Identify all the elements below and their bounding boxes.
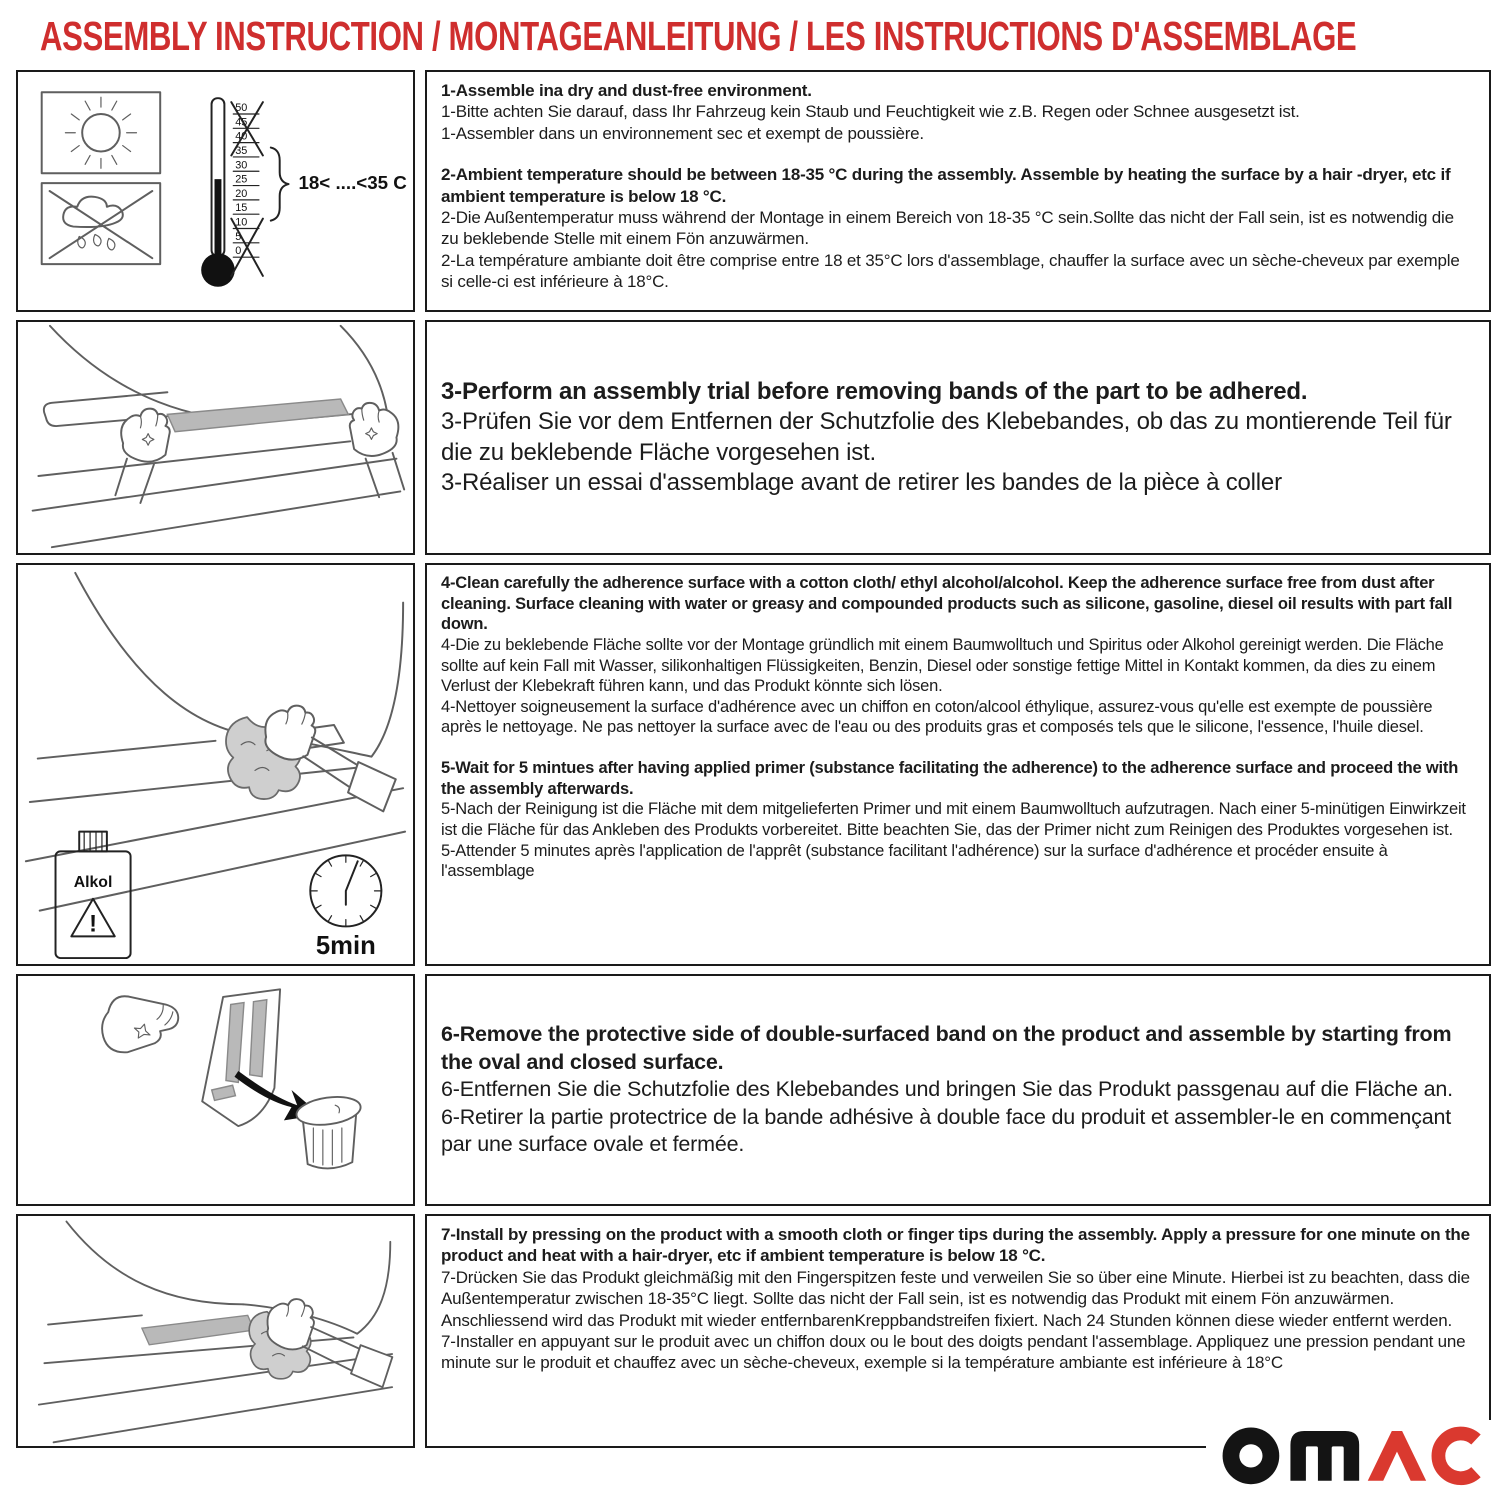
- sun-icon: [42, 92, 161, 173]
- instruction-paragraph: 5-Wait for 5 mintues after having applied primer (substance facilitating the adherence) to the adherence surface and proceed the with the assembly afterwards.: [441, 759, 1459, 798]
- temperature-conditions-icon: [18, 72, 413, 310]
- sleeve-cuff: [350, 1344, 394, 1388]
- instruction-text-2: [425, 320, 1491, 555]
- car-door-line: [66, 1222, 243, 1305]
- instruction-paragraph: 6-Retirer la partie protectrice de la bande adhésive à double face du produit et assembler-le en commençant par une surface ovale et fermée.: [441, 1104, 1451, 1157]
- wait-time-label: 5min: [315, 932, 376, 961]
- instruction-text-4: [425, 974, 1491, 1206]
- instruction-text-5: [425, 1214, 1491, 1448]
- logo-letter-c: [1438, 1434, 1476, 1479]
- svg-text:0: 0: [235, 245, 242, 258]
- instruction-paragraph: 4-Die zu beklebende Fläche sollte vor der Montage gründlich mit einem Baumwolltuch und Spiritus oder Alkohol gereinigt werden. Die Fläche sollte auf kein Fall mit Wasser, silikonhaltigen Flüssigkeiten, Benzin, Diesel oder sonstige fettige Mittel in Kontakt kommen, da dies zu einem Verlust der Klebekraft führen kann, und das Produkt könnte sich lösen.: [441, 635, 1444, 696]
- adhesive-band-tab: [212, 1085, 236, 1100]
- instruction-row-2: [16, 320, 1500, 555]
- clean-surface-icon: [18, 565, 413, 964]
- clock-icon: [310, 855, 381, 926]
- clock-hands: [346, 861, 358, 904]
- adhesive-band: [250, 1000, 267, 1077]
- warning-exclamation: !: [89, 911, 97, 938]
- instruction-paragraph: 7-Drücken Sie das Produkt gleichmäßig mit den Fingerspitzen feste und verweilen Sie so über eine Minute. Hierbei ist zu beachten, dass die Außentemperatur zwischen 18-35°C liegt. Sollte das nicht der Fall sein, ist es notwendig das Produkt mit einem Fön anzuwärmen. Anschliessend wird das Produkt mit wieder entfernbarenKreppbandstreifen fixiert. Nach 24 Stunden können diese wieder entfernt werden.: [441, 1267, 1470, 1330]
- alcohol-bottle-icon: [56, 832, 131, 958]
- svg-text:10: 10: [235, 216, 248, 229]
- svg-text:40: 40: [235, 130, 248, 143]
- left-hand-icon: [115, 409, 169, 503]
- instruction-paragraph: 1-Assembler dans un environnement sec et exempt de poussière.: [441, 123, 924, 143]
- instruction-row-3: [16, 563, 1500, 966]
- instruction-row-1: [16, 70, 1500, 312]
- assembly-trial-icon: [18, 322, 413, 553]
- svg-text:20: 20: [235, 187, 248, 200]
- instruction-paragraph: 3-Prüfen Sie vor dem Entfernen der Schutzfolie des Klebebandes, ob das zu montierende Teil für die zu beklebende Fläche vorgesehen ist.: [441, 408, 1452, 466]
- svg-text:50: 50: [235, 102, 248, 115]
- svg-text:15: 15: [235, 202, 248, 215]
- bottle-label: Alkol: [73, 873, 113, 891]
- instruction-paragraph: 6-Entfernen Sie die Schutzfolie des Klebebandes und bringen Sie das Produkt passgenau auf die Fläche an.: [441, 1077, 1453, 1102]
- svg-text:25: 25: [235, 173, 248, 186]
- instruction-paragraph: 4-Nettoyer soigneusement la surface d'adhérence avec un chiffon en coton/alcool éthylique, assurez-vous qu'elle est exempte de poussière après le nettoyage. Ne pas nettoyer la surface avec de l'eau ou des produits gras et composés tels que le silicone, l'essence, l'huile diesel.: [441, 697, 1433, 737]
- range-brace: [271, 148, 289, 221]
- thermometer-icon: [201, 98, 288, 287]
- door-sill-trim-strip: [142, 1315, 254, 1344]
- svg-text:35: 35: [235, 144, 248, 157]
- remove-band-icon: [18, 976, 413, 1204]
- omac-logo-icon: [1220, 1420, 1482, 1490]
- instruction-text-1: [425, 70, 1491, 312]
- page-title: [40, 10, 1500, 62]
- instruction-paragraph: 1-Assemble ina dry and dust-free environment.: [441, 81, 812, 100]
- assembly-trial-illustration: [16, 320, 415, 555]
- logo-letter-a: [1368, 1431, 1426, 1481]
- instruction-paragraph: 5-Attender 5 minutes après l'application de l'apprêt (substance facilitant l'adhérence) sur la surface d'adhérence et procéder ensuite à l'assemblage: [441, 841, 1388, 881]
- instruction-paragraph: 5-Nach der Reinigung ist die Fläche mit dem mitgelieferten Primer und mit einem Baumwolltuch aufzutragen. Nach einer 5-minütigen Einwirkzeit ist die Fläche für das Ankleben des Produkts vorbereitet. Bitte beachten Sie, das der Primer nicht zum Reinigen des Produktes vorgesehen ist.: [441, 800, 1466, 839]
- omac-logo: [1206, 1420, 1496, 1494]
- rocker-panel-lines: [33, 441, 401, 547]
- instruction-row-4: [16, 974, 1500, 1206]
- instruction-paragraph: 7-Installer en appuyant sur le produit avec un chiffon doux ou le bout des doigts pendant l'assemblage. Appliquez une pression pendant une minute sur le produit et chauffez avec un sèche-cheveux, exemple si la température ambiante est inférieure à 18°C: [441, 1332, 1466, 1373]
- assembly-instruction-sheet: [0, 10, 1500, 1448]
- svg-text:5: 5: [235, 230, 242, 243]
- instruction-paragraph: 4-Clean carefully the adherence surface with a cotton cloth/ ethyl alcohol/alcohol. Keep the adherence surface free from dust after cleaning. Surface cleaning with water or greasy and compounded products such as silicone, gasoline, diesel oil results with part fall down.: [441, 574, 1453, 634]
- page-title-text: ASSEMBLY INSTRUCTION / MONTAGEANLEITUNG / LES INSTRUCTIONS D'ASSEMBLAGE: [40, 13, 1357, 59]
- temperature-range-label: 18< ....<35 C: [298, 172, 407, 194]
- no-rain-icon: [42, 183, 161, 264]
- instruction-paragraph: 6-Remove the protective side of double-surfaced band on the product and assemble by starting from the oval and closed surface.: [441, 1022, 1452, 1074]
- press-product-icon: [18, 1216, 413, 1446]
- svg-text:45: 45: [235, 116, 248, 129]
- logo-letter-m: [1290, 1431, 1359, 1481]
- door-sill-trim-strip: [167, 399, 348, 432]
- instruction-text-3: [425, 563, 1491, 966]
- logo-letter-o: [1223, 1428, 1280, 1485]
- instruction-row-5: [16, 1214, 1500, 1448]
- instruction-paragraph: 2-La température ambiante doit être comprise entre 18 et 35°C lors d'assemblage, chauffer la surface avec un sèche-cheveux par exemple si celle-ci est inférieure à 18°C.: [441, 250, 1460, 292]
- temperature-conditions-illustration: [16, 70, 415, 312]
- remove-band-illustration: [16, 974, 415, 1206]
- press-product-illustration: [16, 1214, 415, 1448]
- instruction-paragraph: 3-Réaliser un essai d'assemblage avant de retirer les bandes de la pièce à coller: [441, 468, 1282, 496]
- instruction-paragraph: 7-Install by pressing on the product with a smooth cloth or finger tips during the assembly. Apply a pressure for one minute on the product and heat with a hair-dryer, etc if ambient temperature is below 18 °C.: [441, 1225, 1470, 1266]
- hand-icon: [94, 984, 182, 1070]
- instruction-paragraph: 1-Bitte achten Sie darauf, dass Ihr Fahrzeug kein Staub und Feuchtigkeit wie z.B. Regen oder Schnee ausgesetzt ist.: [441, 102, 1300, 122]
- instruction-paragraph: 3-Perform an assembly trial before removing bands of the part to be adhered.: [441, 377, 1308, 405]
- instruction-paragraph: 2-Ambient temperature should be between 18-35 °C during the assembly. Assemble by heating the surface by a hair -dryer, etc if ambient temperature is below 18 °C.: [441, 165, 1451, 206]
- right-hand-icon: [350, 403, 404, 497]
- trash-can-icon: [295, 1093, 363, 1168]
- svg-text:30: 30: [235, 159, 248, 172]
- car-door-line: [50, 326, 281, 421]
- hand-icon: [256, 702, 404, 813]
- instruction-paragraph: 2-Die Außentemperatur muss während der Montage in einem Bereich von 18-35 °C sein.Sollte das nicht der Fall sein, ist es notwendig die zu beklebende Stelle mit einem Fön anzuwärmen.: [441, 208, 1454, 249]
- car-door-line: [75, 573, 263, 737]
- clean-surface-illustration: [16, 563, 415, 966]
- adhesive-band: [226, 1003, 244, 1083]
